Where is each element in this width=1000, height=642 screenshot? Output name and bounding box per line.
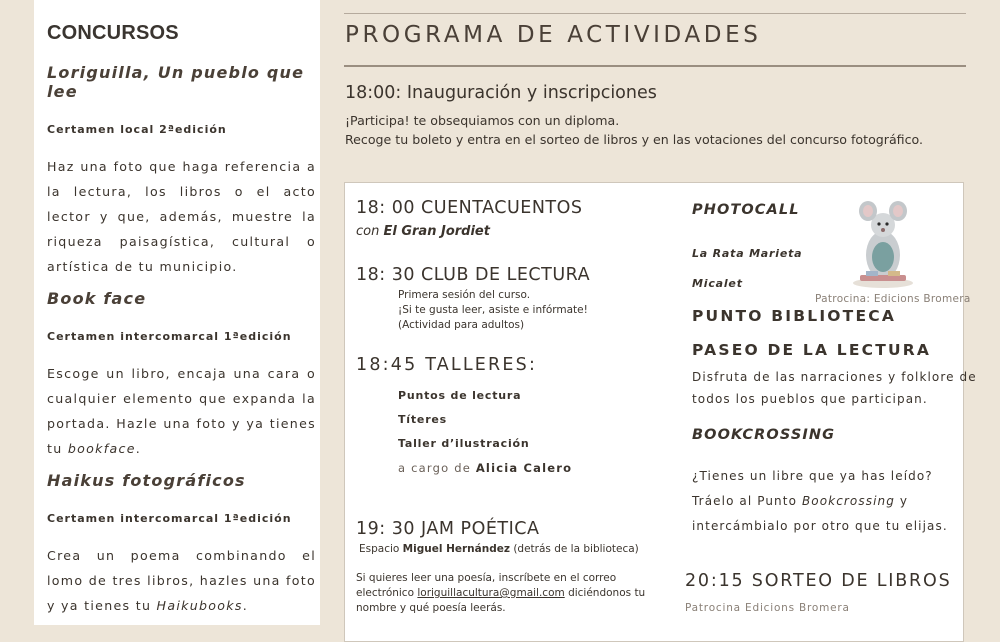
cuentacuentos-heading: 18: 00 CUENTACUENTOS: [356, 198, 583, 218]
photocall-item: Micalet: [692, 277, 743, 290]
bookcrossing-heading: BOOKCROSSING: [692, 427, 836, 443]
club-heading: 18: 30 CLUB DE LECTURA: [356, 265, 591, 285]
taller-item: Títeres: [398, 413, 448, 426]
inauguration-text: Recoge tu boleto y entra en el sorteo de libros y en las votaciones del concurso fotográfico.: [345, 132, 924, 147]
talleres-instructor: a cargo de Alicia Calero: [398, 461, 573, 475]
program-title: PROGRAMA DE ACTIVIDADES: [345, 22, 762, 48]
photocall-item: La Rata Marieta: [692, 247, 803, 260]
contest-description: Escoge un libro, encaja una cara o cualquier elemento que expanda la portada. Hazle una foto y ya tienes tu bookface.: [47, 366, 316, 456]
club-detail: Primera sesión del curso.: [398, 289, 531, 301]
talleres-heading: 18:45 TALLERES:: [356, 355, 538, 375]
jam-heading: 19: 30 JAM POÉTICA: [356, 519, 540, 539]
bookcrossing-text: ¿Tienes un libre que ya has leído?: [692, 469, 933, 483]
jam-info: Si quieres leer una poesía, inscríbete en el correo: [356, 572, 617, 584]
activities-panel: [344, 182, 977, 642]
jam-info: electrónico loriguillacultura@gmail.com diciéndonos tu: [356, 587, 646, 599]
bookcrossing-text: Tráelo al Punto Bookcrossing y: [692, 494, 909, 508]
contest-subtitle: Certamen local 2ªedición: [47, 123, 227, 136]
taller-item: Taller d’ilustración: [398, 437, 530, 450]
contest-description: Crea un poema combinando el lomo de tres libros, hazles una foto y ya tienes tu Haikubooks.: [47, 548, 316, 613]
sorteo-heading: 20:15 SORTEO DE LIBROS: [685, 571, 952, 591]
sorteo-sponsor: Patrocina Edicions Bromera: [685, 602, 850, 614]
bookcrossing-text: intercámbialo por otro que tu elijas.: [692, 519, 948, 533]
photocall-heading: PHOTOCALL: [692, 202, 800, 218]
contest-subtitle: Certamen intercomarcal 1ªedición: [47, 512, 292, 525]
inauguration-heading: 18:00: Inauguración y inscripciones: [345, 83, 657, 103]
club-detail: ¡Si te gusta leer, asiste e infórmate!: [398, 304, 588, 316]
contact-email-link[interactable]: loriguillacultura@gmail.com: [417, 587, 565, 599]
contest-heading: Haikus fotográficos: [47, 471, 246, 490]
contests-title: CONCURSOS: [47, 22, 179, 44]
cuentacuentos-host: con El Gran Jordiet: [356, 224, 490, 239]
photocall-sponsor: Patrocina: Edicions Bromera: [815, 293, 971, 305]
club-detail: (Actividad para adultos): [398, 319, 525, 331]
paseo-text: todos los pueblos que participan.: [692, 392, 928, 406]
contest-heading: Book face: [47, 289, 147, 308]
paseo-text: Disfruta de las narraciones y folklore de: [692, 370, 977, 384]
paseo-heading: PASEO DE LA LECTURA: [692, 341, 932, 359]
contest-description: Haz una foto que haga referencia a la lectura, los libros o el acto lector y que, además, muestre la riqueza paisagística, cultural o artística de tu municipio.: [47, 159, 316, 274]
rata-marieta-figure: [850, 193, 916, 289]
jam-info: nombre y qué poesía leerás.: [356, 602, 506, 614]
contest-keyword: bookface: [67, 441, 136, 456]
punto-biblioteca-heading: PUNTO BIBLIOTECA: [692, 307, 897, 325]
contest-subtitle: Certamen intercomarcal 1ªedición: [47, 330, 292, 343]
jam-place: Espacio Miguel Hernández (detrás de la biblioteca): [359, 543, 639, 555]
taller-item: Puntos de lectura: [398, 389, 522, 402]
title-divider: [344, 65, 966, 67]
contests-sidebar: [34, 0, 320, 625]
contest-keyword: Haikubooks: [156, 598, 243, 613]
inauguration-text: ¡Participa! te obsequiamos con un diploma.: [345, 113, 620, 128]
contest-heading: Loriguilla, Un pueblo que lee: [47, 63, 305, 101]
top-divider: [344, 13, 966, 14]
